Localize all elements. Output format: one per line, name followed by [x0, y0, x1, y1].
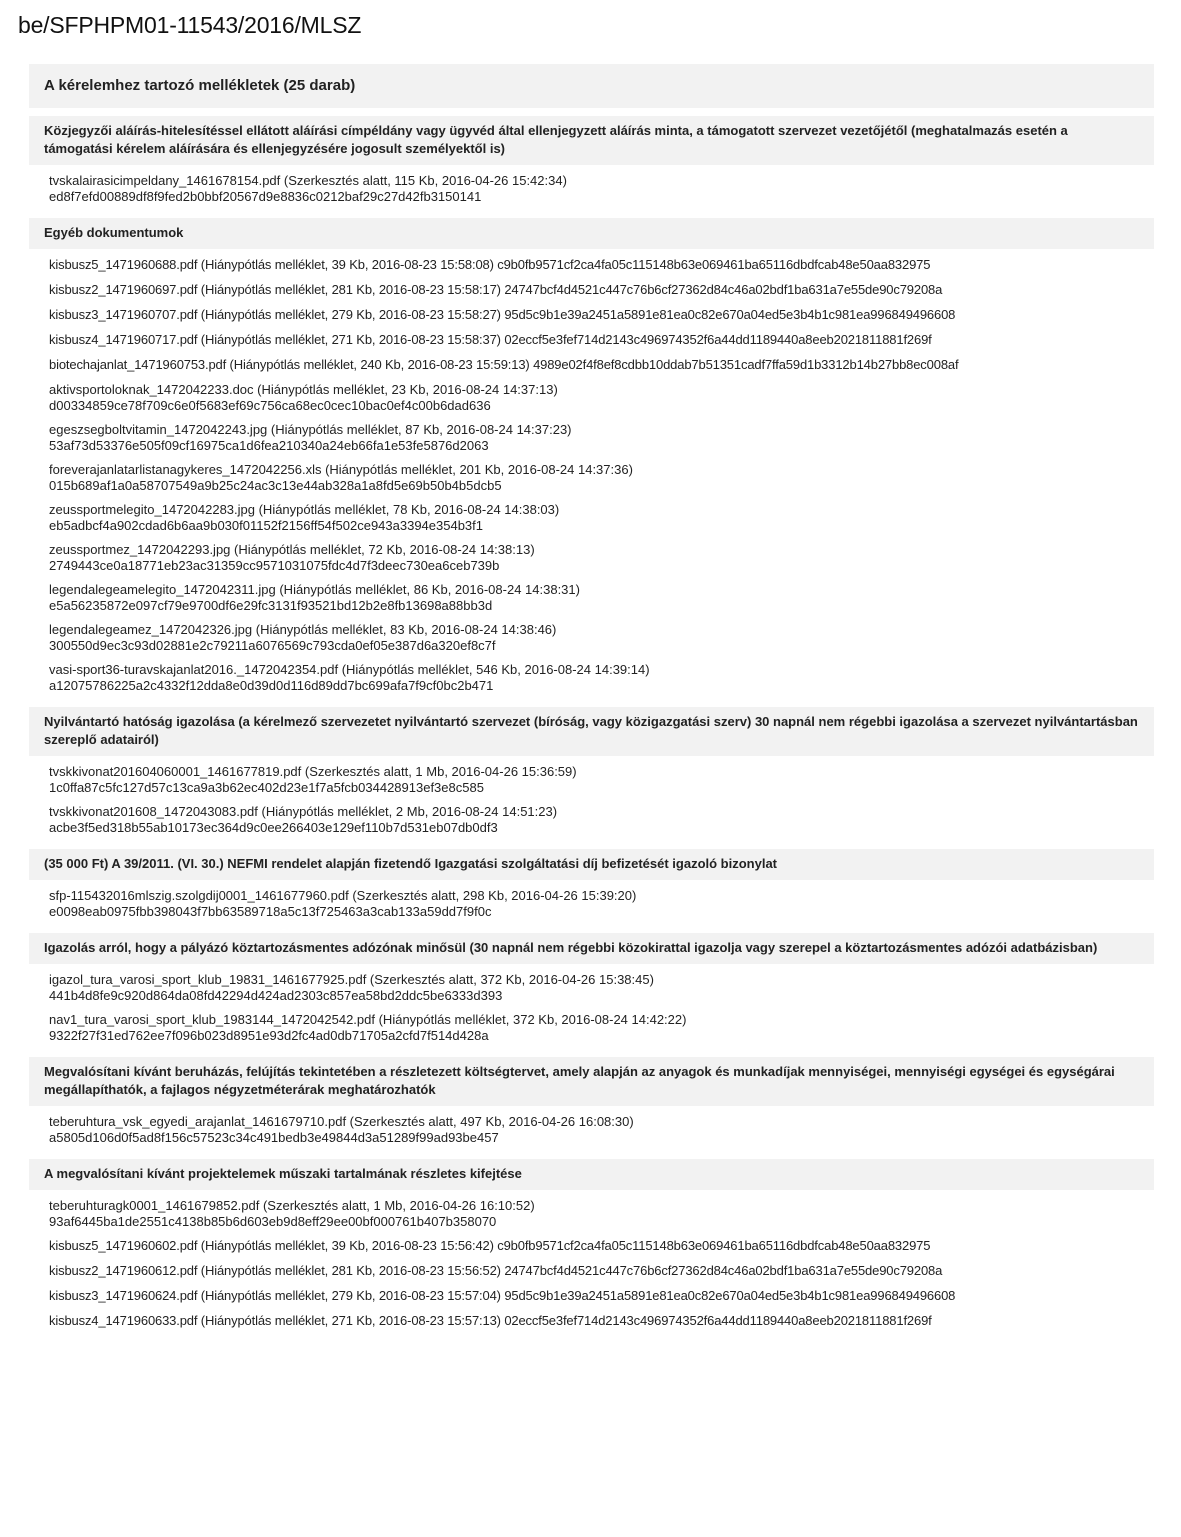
attachment-list: [29, 1106, 1154, 1154]
attachment-hash: acbe3f5ed318b55ab10173ec364d9c0ee266403e129ef110b7d531eb07db0df3: [49, 820, 498, 835]
attachment-item: [29, 382, 1154, 422]
attachment-file-info: legendalegeamelegito_1472042311.jpg (Hiánypótlás melléklet, 86 Kb, 2016-08-24 14:38:31): [49, 582, 580, 597]
section-header: Nyilvántartó hatóság igazolása (a kérelmező szervezetet nyilvántartó szervezet (bíróság, vagy közigazgatási szerv) 30 napnál nem régebbi igazolása a szervezet nyilvántartásban szereplő adatairól): [29, 707, 1154, 756]
attachment-file-info: igazol_tura_varosi_sport_klub_19831_1461677925.pdf (Szerkesztés alatt, 372 Kb, 2016-04-26 15:38:45): [49, 972, 654, 987]
attachment-section: [29, 849, 1154, 928]
attachment-file-info: kisbusz5_1471960602.pdf (Hiánypótlás melléklet, 39 Kb, 2016-08-23 15:56:42) c9b0fb9571cf2ca4fa05c115148b63e069461ba65116dbdfcab48e50aa832975: [49, 1238, 931, 1253]
attachment-item: [29, 1263, 1154, 1288]
attachment-list: [29, 964, 1154, 1052]
attachments-panel: [29, 64, 1154, 1343]
attachment-item: [29, 1238, 1154, 1263]
attachment-file-info: kisbusz3_1471960707.pdf (Hiánypótlás melléklet, 279 Kb, 2016-08-23 15:58:27) 95d5c9b1e39a2451a5891e81ea0c82e670a04ed5e3b4b1c981ea996849496608: [49, 307, 956, 322]
attachment-hash: ed8f7efd00889df8f9fed2b0bbf20567d9e8836c0212baf29c27d42fb3150141: [49, 189, 482, 204]
attachment-file-info: legendalegeamez_1472042326.jpg (Hiánypótlás melléklet, 83 Kb, 2016-08-24 14:38:46): [49, 622, 557, 637]
attachment-file-info: vasi-sport36-turavskajanlat2016._1472042354.pdf (Hiánypótlás melléklet, 546 Kb, 2016-08-24 14:39:14): [49, 662, 650, 677]
attachment-item: [29, 582, 1154, 622]
attachment-section: [29, 218, 1154, 702]
document-title: be/SFPHPM01-11543/2016/MLSZ: [18, 12, 362, 38]
attachment-item: [29, 972, 1154, 1012]
attachment-list: [29, 1190, 1154, 1338]
attachment-file-info: kisbusz4_1471960633.pdf (Hiánypótlás melléklet, 271 Kb, 2016-08-23 15:57:13) 02eccf5e3fef714d2143c496974352f6a44dd1189440a8eeb2021811881f269f: [49, 1313, 932, 1328]
attachment-file-info: zeussportmelegito_1472042283.jpg (Hiánypótlás melléklet, 78 Kb, 2016-08-24 14:38:03): [49, 502, 560, 517]
attachment-hash: eb5adbcf4a902cdad6b6aa9b030f01152f2156ff54f502ce943a3394e354b3f1: [49, 518, 484, 533]
attachment-section: [29, 707, 1154, 844]
attachment-item: [29, 542, 1154, 582]
section-header: Megvalósítani kívánt beruházás, felújítás tekintetében a részletezett költségtervet, amely alapján az anyagok és munkadíjak mennyiségei, mennyiségi egységei és egységárai megállapíthatók, a fajlagos négyzetméterárak meghatározhatók: [29, 1057, 1154, 1106]
attachment-section: [29, 1159, 1154, 1338]
attachment-file-info: teberuhtura_vsk_egyedi_arajanlat_1461679710.pdf (Szerkesztés alatt, 497 Kb, 2016-04-26 16:08:30): [49, 1114, 634, 1129]
attachment-section: [29, 1057, 1154, 1154]
attachment-file-info: aktivsportoloknak_1472042233.doc (Hiánypótlás melléklet, 23 Kb, 2016-08-24 14:37:13): [49, 382, 558, 397]
attachment-file-info: foreverajanlatarlistanagykeres_1472042256.xls (Hiánypótlás melléklet, 201 Kb, 2016-08-24 14:37:36): [49, 462, 633, 477]
attachment-hash: a5805d106d0f5ad8f156c57523c34c491bedb3e49844d3a51289f99ad93be457: [49, 1130, 499, 1145]
attachment-item: [29, 1198, 1154, 1238]
attachment-list: [29, 880, 1154, 928]
attachment-hash: 93af6445ba1de2551c4138b85b6d603eb9d8eff29ee00bf000761b407b358070: [49, 1214, 497, 1229]
attachment-item: [29, 1313, 1154, 1338]
attachment-hash: 53af73d53376e505f09cf16975ca1d6fea210340a24eb66fa1e53fe5876d2063: [49, 438, 489, 453]
section-header: (35 000 Ft) A 39/2011. (VI. 30.) NEFMI rendelet alapján fizetendő Igazgatási szolgáltatási díj befizetését igazoló bizonylat: [29, 849, 1154, 880]
attachment-item: [29, 357, 1154, 382]
attachment-item: [29, 804, 1154, 844]
attachment-list: [29, 165, 1154, 213]
attachment-file-info: zeussportmez_1472042293.jpg (Hiánypótlás melléklet, 72 Kb, 2016-08-24 14:38:13): [49, 542, 535, 557]
section-header: Közjegyzői aláírás-hitelesítéssel ellátott aláírási címpéldány vagy ügyvéd által ellenjegyzett aláírás minta, a támogatott szervezet vezetőjétől (meghatalmazás esetén a támogatási kérelem aláírására és ellenjegyzésére jogosult személyektől is): [29, 116, 1154, 165]
attachment-item: [29, 332, 1154, 357]
attachment-item: [29, 462, 1154, 502]
attachment-hash: a12075786225a2c4332f12dda8e0d39d0d116d89dd7bc699afa7f9cf0bc2b471: [49, 678, 494, 693]
attachment-hash: 9322f27f31ed762ee7f096b023d8951e93d2fc4ad0db71705a2cfd7f514d428a: [49, 1028, 489, 1043]
attachment-hash: d00334859ce78f709c6e0f5683ef69c756ca68ec0cec10bac0ef4c00b6dad636: [49, 398, 491, 413]
attachment-file-info: sfp-115432016mlszig.szolgdij0001_1461677960.pdf (Szerkesztés alatt, 298 Kb, 2016-04-26 15:39:20): [49, 888, 637, 903]
attachment-file-info: kisbusz4_1471960717.pdf (Hiánypótlás melléklet, 271 Kb, 2016-08-23 15:58:37) 02eccf5e3fef714d2143c496974352f6a44dd1189440a8eeb2021811881f269f: [49, 332, 932, 347]
attachment-hash: 441b4d8fe9c920d864da08fd42294d424ad2303c857ea58bd2ddc5be6333d393: [49, 988, 503, 1003]
attachment-item: [29, 662, 1154, 702]
section-header: A megvalósítani kívánt projektelemek műszaki tartalmának részletes kifejtése: [29, 1159, 1154, 1190]
attachment-hash: 015b689af1a0a58707549a9b25c24ac3c13e44ab328a1a8fd5e69b50b4b5dcb5: [49, 478, 502, 493]
attachment-file-info: tvskkivonat201608_1472043083.pdf (Hiánypótlás melléklet, 2 Mb, 2016-08-24 14:51:23): [49, 804, 558, 819]
attachment-file-info: kisbusz2_1471960697.pdf (Hiánypótlás melléklet, 281 Kb, 2016-08-23 15:58:17) 24747bcf4d4521c447c76b6cf27362d84c46a02bdf1ba631a7e55de90c79208a: [49, 282, 943, 297]
attachment-hash: e5a56235872e097cf79e9700df6e29fc3131f93521bd12b2e8fb13698a88bb3d: [49, 598, 493, 613]
attachment-item: [29, 257, 1154, 282]
attachment-file-info: kisbusz5_1471960688.pdf (Hiánypótlás melléklet, 39 Kb, 2016-08-23 15:58:08) c9b0fb9571cf2ca4fa05c115148b63e069461ba65116dbdfcab48e50aa832975: [49, 257, 931, 272]
attachment-section: [29, 933, 1154, 1052]
attachment-item: [29, 1288, 1154, 1313]
attachment-list: [29, 249, 1154, 702]
attachment-item: [29, 282, 1154, 307]
section-header: Egyéb dokumentumok: [29, 218, 1154, 249]
attachment-file-info: tvskalairasicimpeldany_1461678154.pdf (Szerkesztés alatt, 115 Kb, 2016-04-26 15:42:34): [49, 173, 567, 188]
attachment-file-info: biotechajanlat_1471960753.pdf (Hiánypótlás melléklet, 240 Kb, 2016-08-23 15:59:13) 4989e02f4f8ef8cdbb10ddab7b51351cadf7ffa59d1b3312b14b27bb8ec008af: [49, 357, 959, 372]
attachment-item: [29, 622, 1154, 662]
attachment-hash: 1c0ffa87c5fc127d57c13ca9a3b62ec402d23e1f7a5fcb034428913ef3e8c585: [49, 780, 484, 795]
attachment-file-info: tvskkivonat201604060001_1461677819.pdf (Szerkesztés alatt, 1 Mb, 2016-04-26 15:36:59): [49, 764, 577, 779]
attachment-hash: 300550d9ec3c93d02881e2c79211a6076569c793cda0ef05e387d6a320ef8c7f: [49, 638, 496, 653]
attachments-header: A kérelemhez tartozó mellékletek (25 darab): [29, 64, 1154, 108]
attachment-item: [29, 307, 1154, 332]
attachment-list: [29, 756, 1154, 844]
attachment-file-info: kisbusz3_1471960624.pdf (Hiánypótlás melléklet, 279 Kb, 2016-08-23 15:57:04) 95d5c9b1e39a2451a5891e81ea0c82e670a04ed5e3b4b1c981ea996849496608: [49, 1288, 956, 1303]
attachment-file-info: kisbusz2_1471960612.pdf (Hiánypótlás melléklet, 281 Kb, 2016-08-23 15:56:52) 24747bcf4d4521c447c76b6cf27362d84c46a02bdf1ba631a7e55de90c79208a: [49, 1263, 943, 1278]
attachment-section: [29, 116, 1154, 213]
attachment-hash: 2749443ce0a18771eb23ac31359cc9571031075fdc4d7f3deec730ea6ceb739b: [49, 558, 500, 573]
attachment-hash: e0098eab0975fbb398043f7bb63589718a5c13f725463a3cab133a59dd7f9f0c: [49, 904, 492, 919]
attachment-sections: [29, 116, 1154, 1338]
attachment-file-info: egeszsegboltvitamin_1472042243.jpg (Hiánypótlás melléklet, 87 Kb, 2016-08-24 14:37:23): [49, 422, 572, 437]
attachment-item: [29, 764, 1154, 804]
section-header: Igazolás arról, hogy a pályázó köztartozásmentes adózónak minősül (30 napnál nem régebbi közokirattal igazolja vagy szerepel a köztartozásmentes adózói adatbázisban): [29, 933, 1154, 964]
attachment-item: [29, 422, 1154, 462]
attachment-item: [29, 1012, 1154, 1052]
attachment-item: [29, 1114, 1154, 1154]
attachment-file-info: teberuhturagk0001_1461679852.pdf (Szerkesztés alatt, 1 Mb, 2016-04-26 16:10:52): [49, 1198, 535, 1213]
attachment-item: [29, 173, 1154, 213]
attachment-file-info: nav1_tura_varosi_sport_klub_1983144_1472042542.pdf (Hiánypótlás melléklet, 372 Kb, 2016-08-24 14:42:22): [49, 1012, 687, 1027]
attachment-item: [29, 502, 1154, 542]
attachment-item: [29, 888, 1154, 928]
